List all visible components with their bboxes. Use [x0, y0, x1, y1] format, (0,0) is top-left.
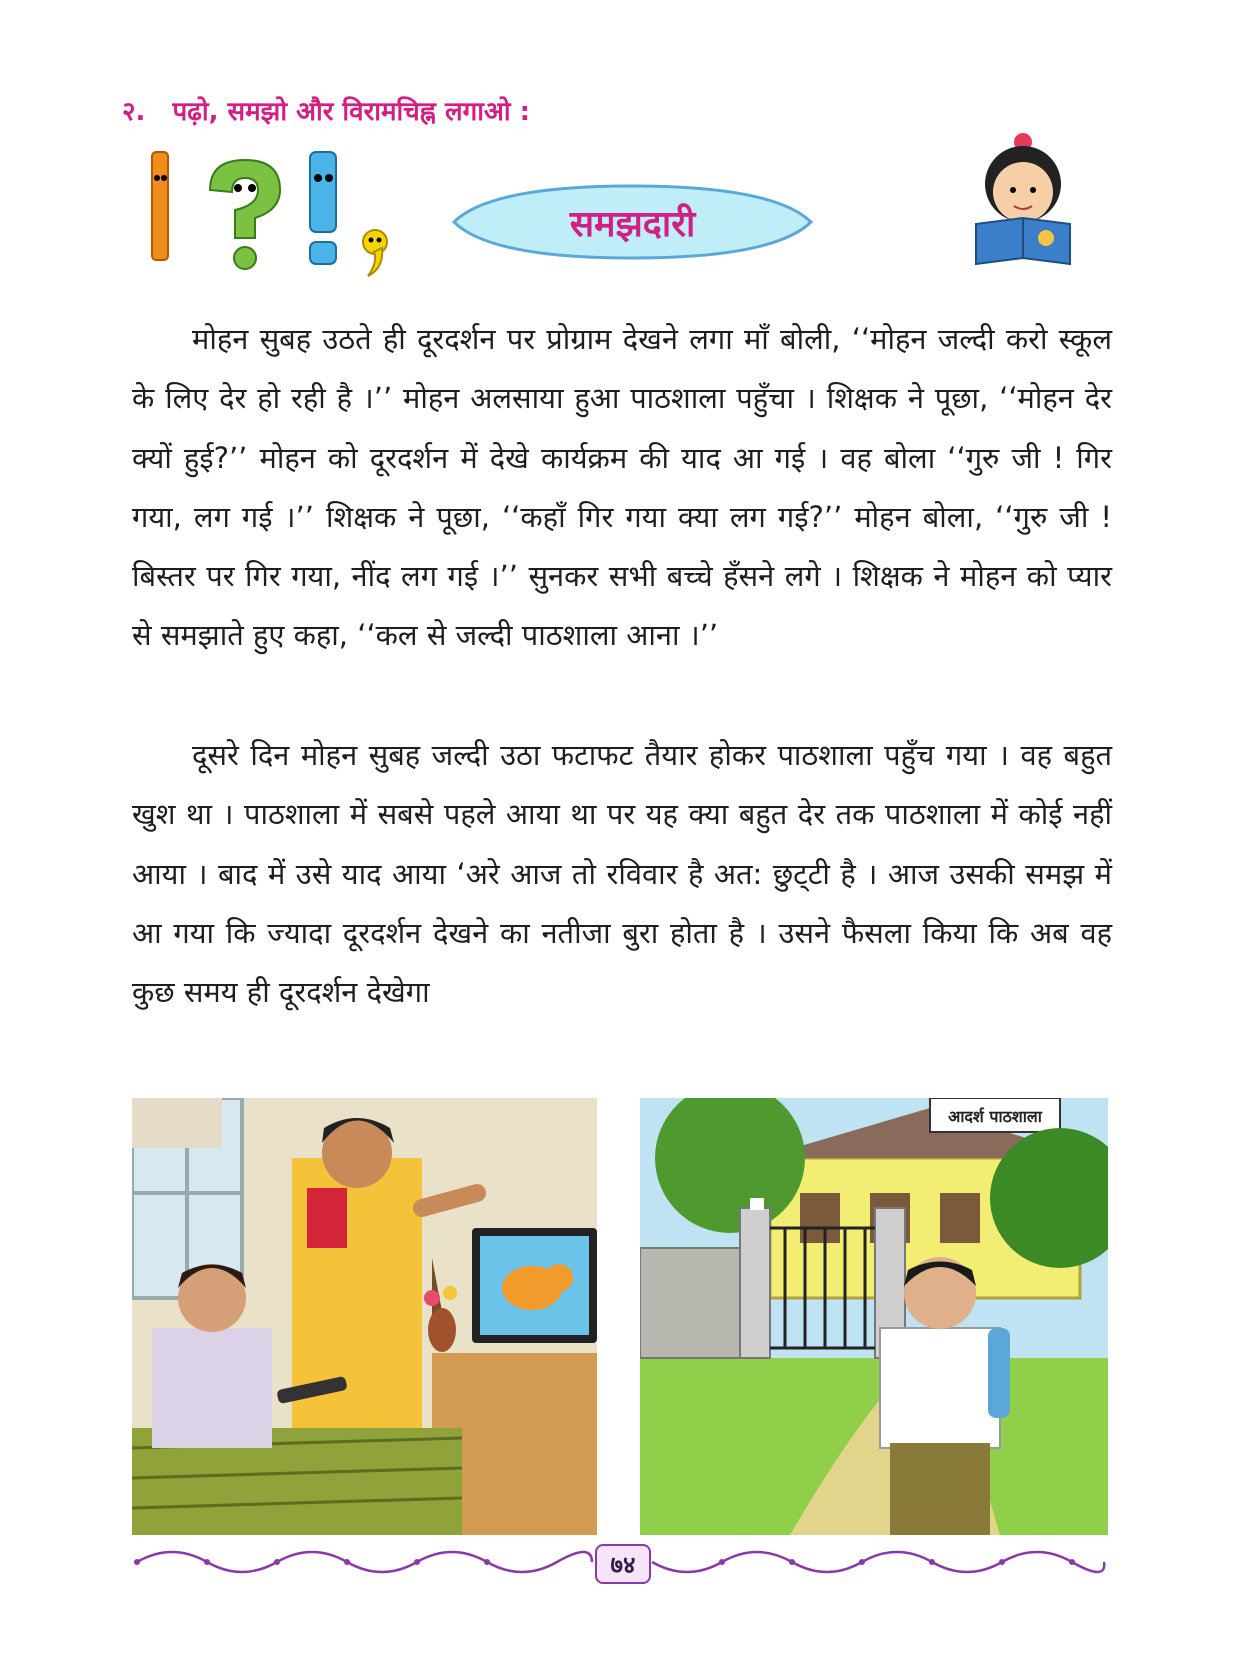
- school-sign-text: आदर्श पाठशाला: [948, 1107, 1042, 1126]
- stone-wall: [640, 1248, 750, 1358]
- exercise-number: २.: [122, 97, 146, 127]
- mother-and-boy-illustration: [132, 1098, 597, 1535]
- question-mark-icon: [210, 160, 280, 269]
- gate-pillar: [740, 1208, 770, 1358]
- boy-at-school-illustration: [640, 1098, 1108, 1535]
- school-bag-icon: [988, 1328, 1010, 1418]
- comma-mark-icon: [363, 230, 387, 276]
- exercise-instruction: पढ़ो, समझो और विरामचिह्न लगाओ :: [172, 97, 531, 127]
- exclamation-mark-icon: [310, 152, 336, 264]
- boy-uniform-shirt: [880, 1328, 1000, 1448]
- story-paragraph-1: मोहन सुबह उठते ही दूरदर्शन पर प्रोग्राम देखने लगा माँ बोली, ‘‘मोहन जल्दी करो स्कूल के लिए देर हो रही है ।’’ मोहन अलसाया हुआ पाठशाला पहुँचा । शिक्षक ने पूछा, ‘‘मोहन देर क्यों हुई?’’ मोहन को दूरदर्शन में देखे कार्यक्रम की याद आ गई । वह बोला ‘‘गुरु जी ! गिर गया, लग गई ।’’ शिक्षक ने पूछा, ‘‘कहाँ गिर गया क्या लग गई?’’ मोहन बोला, ‘‘गुरु जी ! बिस्तर पर गिर गया, नींद लग गई ।’’ सुनकर सभी बच्चे हँसने लगे । शिक्षक ने मोहन को प्यार से समझाते हुए कहा, ‘‘कल से जल्दी पाठशाला आना ।’’: [132, 322, 1112, 653]
- story-paragraph-2: दूसरे दिन मोहन सुबह जल्दी उठा फटाफट तैयार होकर पाठशाला पहुँच गया । वह बहुत खुश था । पाठशाला में सबसे पहले आया था पर यह क्या बहुत देर तक पाठशाला में कोई नहीं आया । बाद में उसे याद आया ‘अरे आज तो रविवार है अत: छुट्‌टी है । आज उसकी समझ में आ गया कि ज्यादा दूरदर्शन देखने का नतीजा बुरा होता है । उसने फैसला किया कि अब वह कुछ समय ही दूरदर्शन देखेगा: [132, 738, 1112, 1010]
- vase-icon: [428, 1308, 456, 1352]
- boy-trousers: [890, 1443, 990, 1535]
- exercise-heading: [122, 92, 530, 128]
- boy-shirt: [152, 1328, 272, 1448]
- story-title: समझदारी: [569, 203, 696, 245]
- danda-mark-icon: [152, 152, 168, 260]
- page-number: ७४: [595, 1544, 651, 1584]
- punctuation-characters-illustration: [150, 150, 430, 280]
- child-reading-illustration: [968, 132, 1078, 272]
